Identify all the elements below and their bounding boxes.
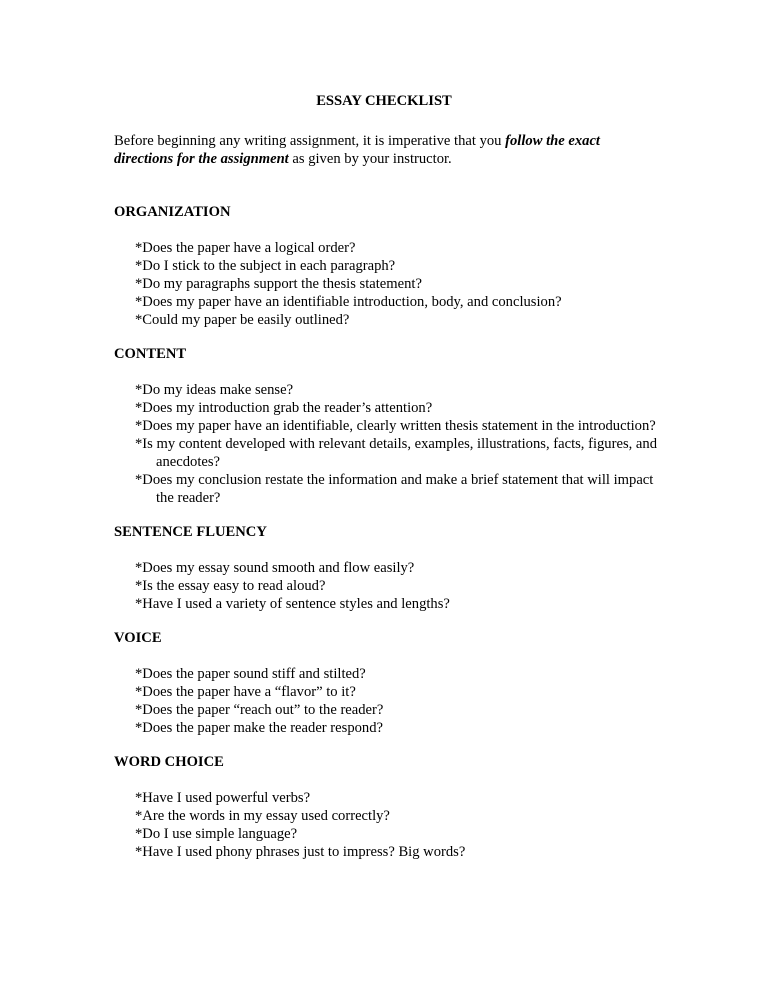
section-sentence-fluency xyxy=(114,523,674,613)
checklist xyxy=(135,559,674,613)
intro-emphasis: follow the exact directions for the assignment xyxy=(114,133,600,167)
intro-text: Before beginning any writing assignment, it is imperative that you xyxy=(114,133,506,149)
checklist-item: *Does the paper “reach out” to the reader? xyxy=(135,702,384,718)
intro-paragraph xyxy=(114,132,654,168)
checklist-item: *Do I use simple language? xyxy=(135,826,298,842)
section-heading: ORGANIZATION xyxy=(114,204,231,220)
checklist xyxy=(135,239,674,329)
checklist-item: *Do I stick to the subject in each paragraph? xyxy=(135,258,396,274)
section-word-choice xyxy=(114,753,674,861)
checklist xyxy=(135,665,674,737)
checklist-item: *Does my introduction grab the reader’s attention? xyxy=(135,400,433,416)
checklist-item: *Does my essay sound smooth and flow easily? xyxy=(135,560,415,576)
checklist-item: *Does the paper sound stiff and stilted? xyxy=(135,666,366,682)
document-page xyxy=(114,92,674,861)
checklist-item: *Does my conclusion restate the information and make a brief statement that will impact the reader? xyxy=(135,472,654,506)
checklist-item: *Does the paper make the reader respond? xyxy=(135,720,383,736)
checklist-item: *Do my paragraphs support the thesis statement? xyxy=(135,276,422,292)
checklist-item: *Could my paper be easily outlined? xyxy=(135,312,350,328)
checklist-item: *Have I used phony phrases just to impress? Big words? xyxy=(135,844,466,860)
checklist-item: *Does my paper have an identifiable, clearly written thesis statement in the introduction? xyxy=(135,418,656,434)
section-content xyxy=(114,345,674,507)
section-heading: SENTENCE FLUENCY xyxy=(114,524,267,540)
checklist-item: *Is the essay easy to read aloud? xyxy=(135,578,326,594)
checklist-item: *Is my content developed with relevant details, examples, illustrations, facts, figures, and anecdotes? xyxy=(135,436,657,470)
section-voice xyxy=(114,629,674,737)
section-heading: VOICE xyxy=(114,630,162,646)
section-organization xyxy=(114,203,674,329)
checklist xyxy=(135,789,674,861)
section-heading: CONTENT xyxy=(114,346,187,362)
checklist-item: *Do my ideas make sense? xyxy=(135,382,294,398)
checklist-item: *Have I used a variety of sentence styles and lengths? xyxy=(135,596,450,612)
checklist-item: *Does the paper have a “flavor” to it? xyxy=(135,684,356,700)
section-heading: WORD CHOICE xyxy=(114,754,224,770)
checklist-item: *Have I used powerful verbs? xyxy=(135,790,311,806)
document-title: ESSAY CHECKLIST xyxy=(316,93,452,109)
checklist-item: *Are the words in my essay used correctly? xyxy=(135,808,390,824)
checklist-item: *Does my paper have an identifiable introduction, body, and conclusion? xyxy=(135,294,562,310)
checklist-item: *Does the paper have a logical order? xyxy=(135,240,356,256)
checklist xyxy=(135,381,674,507)
intro-text-end: as given by your instructor. xyxy=(288,151,452,167)
